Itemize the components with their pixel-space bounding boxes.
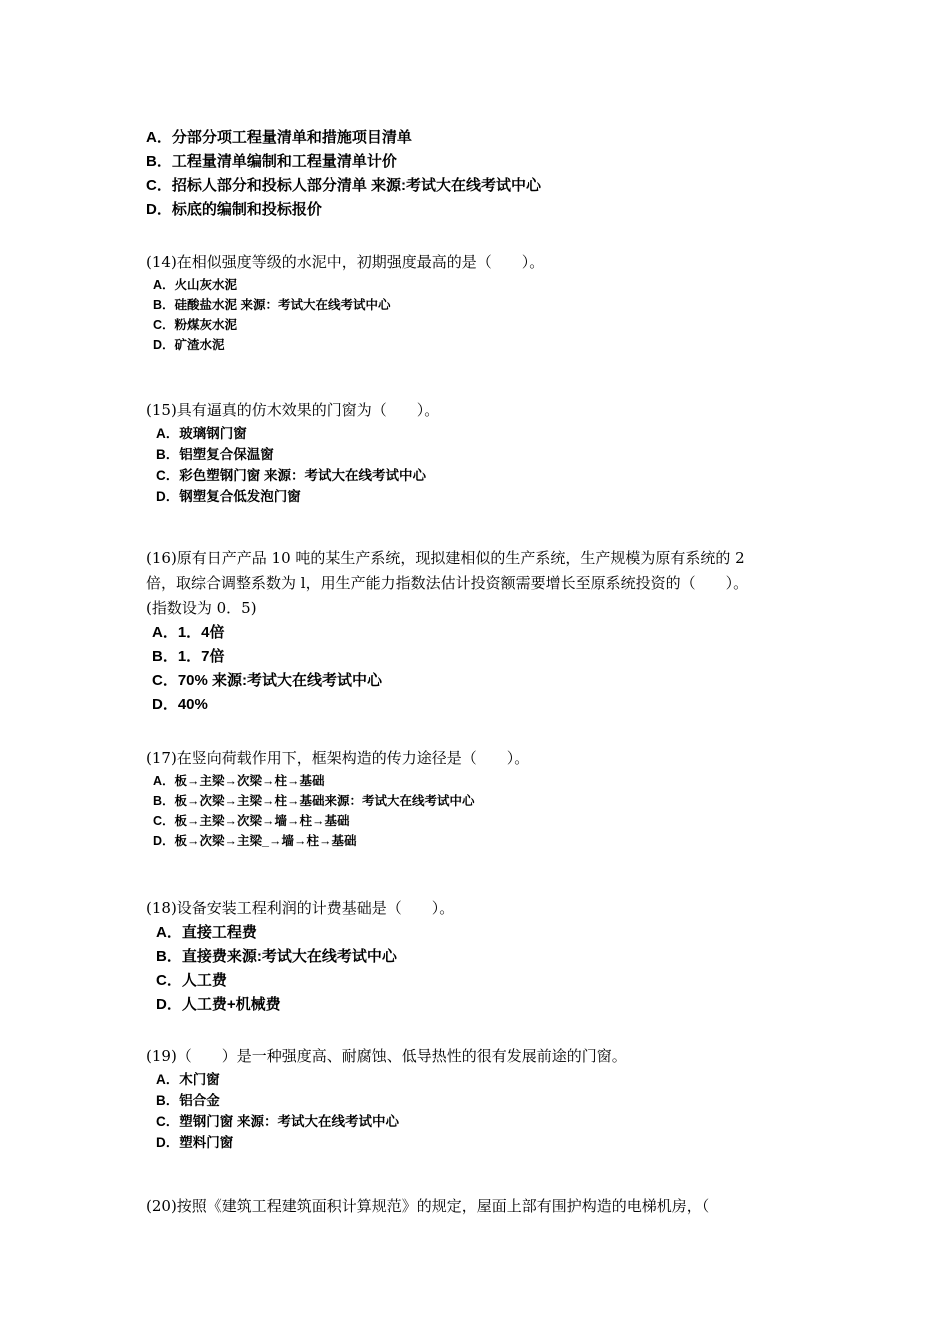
option-b: B．铝合金 bbox=[156, 1093, 220, 1108]
option-b: B．工程量清单编制和工程量清单计价 bbox=[146, 153, 397, 170]
option-a: A．木门窗 bbox=[156, 1072, 220, 1087]
question-13 bbox=[146, 126, 836, 222]
question-stem-line-3: (指数设为 0．5) bbox=[146, 599, 257, 617]
question-15 bbox=[146, 398, 836, 507]
option-d: D．矿渣水泥 bbox=[153, 338, 225, 352]
option-d: D．塑料门窗 bbox=[156, 1135, 234, 1150]
question-16 bbox=[146, 546, 846, 717]
option-b: B．1．7倍 bbox=[152, 648, 225, 665]
option-c: C．70% 来源:考试大在线考试中心 bbox=[152, 672, 383, 689]
option-d: D．人工费+机械费 bbox=[156, 996, 281, 1013]
option-a: A．直接工程费 bbox=[156, 924, 257, 941]
option-a: A．板→主梁→次梁→柱→基础 bbox=[153, 774, 325, 788]
option-d: D．40% bbox=[152, 696, 208, 713]
option-c: C．塑钢门窗 来源：考试大在线考试中心 bbox=[156, 1114, 399, 1129]
question-stem-line-1: (16)原有日产产品 10 吨的某生产系统，现拟建相似的生产系统，生产规模为原有系统的 2 bbox=[146, 549, 745, 567]
option-b: B．硅酸盐水泥 来源：考试大在线考试中心 bbox=[153, 298, 391, 312]
option-c: C．人工费 bbox=[156, 972, 227, 989]
question-stem: (17)在竖向荷载作用下，框架构造的传力途径是（ ）。 bbox=[146, 749, 530, 767]
question-stem-line-2: 倍，取综合调整系数为 l，用生产能力指数法估计投资额需要增长至原系统投资的（ ）。 bbox=[146, 574, 749, 592]
question-stem: (15)具有逼真的仿木效果的门窗为（ ）。 bbox=[146, 401, 440, 419]
question-stem: (20)按照《建筑工程建筑面积计算规范》的规定，屋面上部有围护构造的电梯机房，（ bbox=[146, 1197, 710, 1215]
option-a: A．玻璃钢门窗 bbox=[156, 426, 247, 441]
option-b: B．直接费来源:考试大在线考试中心 bbox=[156, 948, 397, 965]
question-20 bbox=[146, 1194, 846, 1219]
question-stem: (18)设备安装工程利润的计费基础是（ ）。 bbox=[146, 899, 455, 917]
question-14 bbox=[146, 250, 836, 355]
option-a: A．分部分项工程量清单和措施项目清单 bbox=[146, 129, 412, 146]
question-17 bbox=[146, 746, 836, 851]
option-c: C．招标人部分和投标人部分清单 来源:考试大在线考试中心 bbox=[146, 177, 541, 194]
option-a: A．1．4倍 bbox=[152, 624, 225, 641]
question-stem: (14)在相似强度等级的水泥中，初期强度最高的是（ ）。 bbox=[146, 253, 545, 271]
option-d: D．标底的编制和投标报价 bbox=[146, 201, 322, 218]
question-19 bbox=[146, 1044, 836, 1153]
option-d: D．钢塑复合低发泡门窗 bbox=[156, 489, 301, 504]
option-c: C．粉煤灰水泥 bbox=[153, 318, 238, 332]
option-c: C．板→主梁→次梁→墙→柱→基础 bbox=[153, 814, 350, 828]
option-a: A．火山灰水泥 bbox=[153, 278, 238, 292]
question-18 bbox=[146, 896, 836, 1017]
option-b: B．铝塑复合保温窗 bbox=[156, 447, 274, 462]
question-stem: (19)（ ）是一种强度高、耐腐蚀、低导热性的很有发展前途的门窗。 bbox=[146, 1047, 627, 1065]
option-d: D．板→次梁→主梁_→墙→柱→基础 bbox=[153, 834, 357, 848]
option-b: B．板→次梁→主梁→柱→基础来源：考试大在线考试中心 bbox=[153, 794, 475, 808]
option-c: C．彩色塑钢门窗 来源：考试大在线考试中心 bbox=[156, 468, 426, 483]
